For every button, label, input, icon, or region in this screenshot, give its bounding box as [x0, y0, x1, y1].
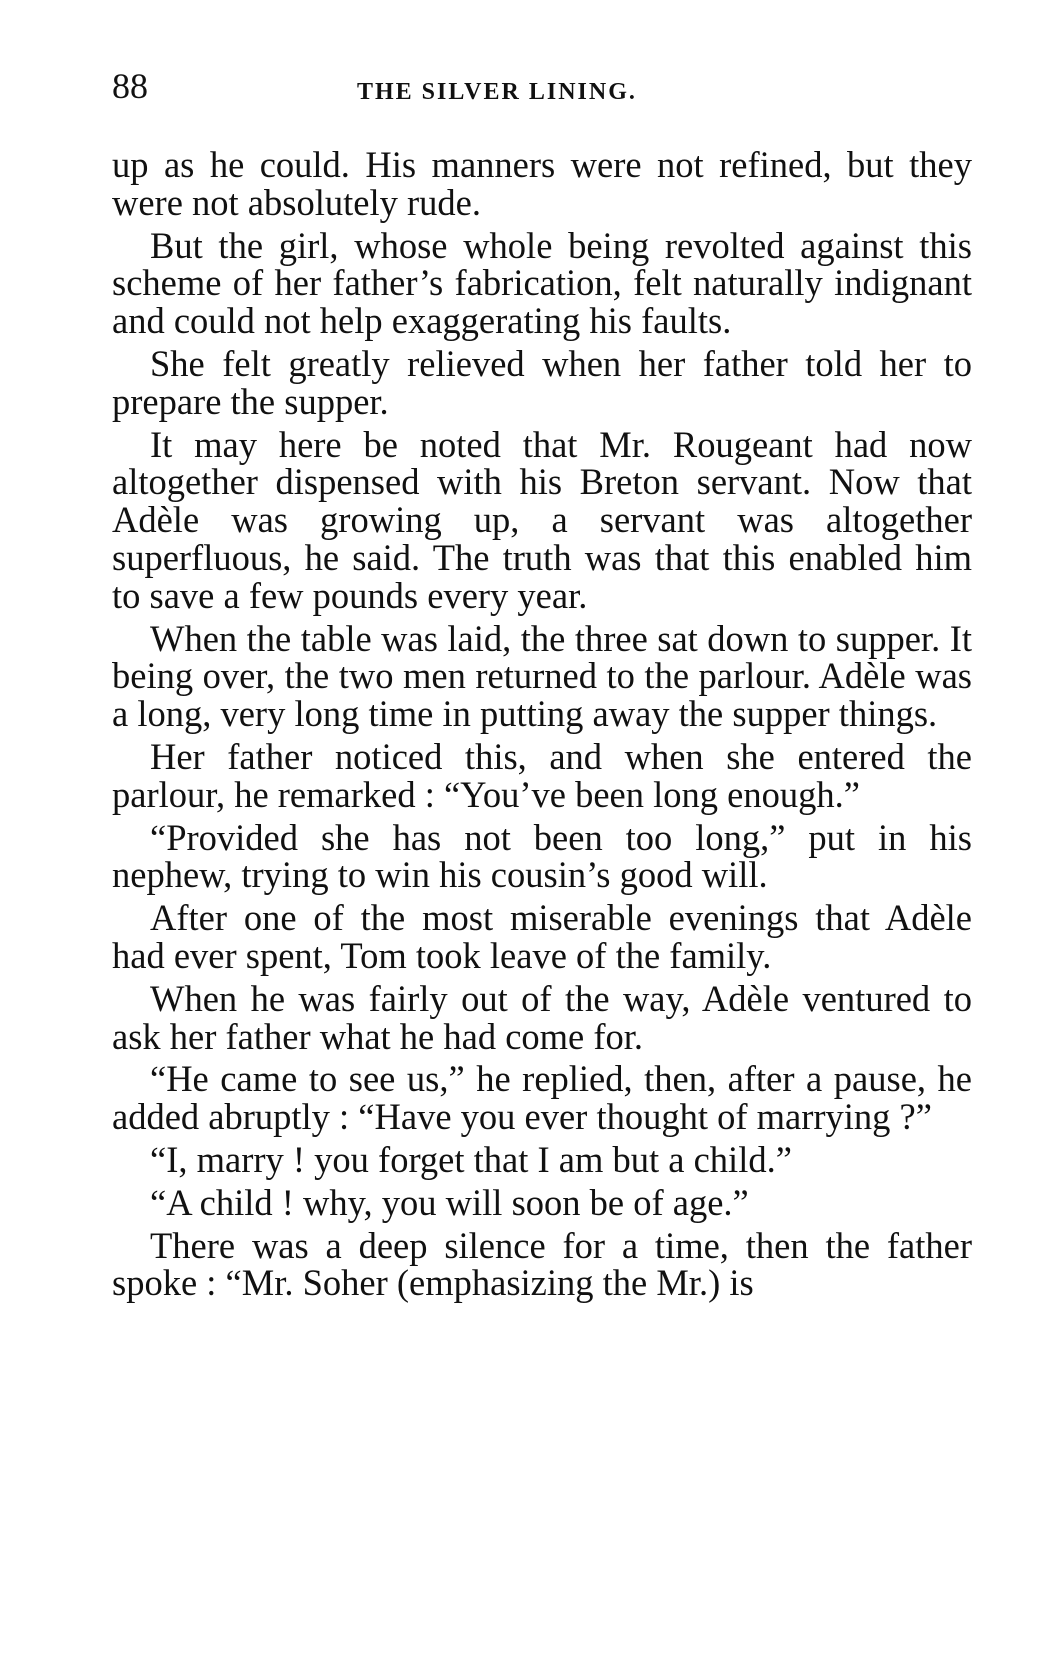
paragraph-3: She felt greatly relieved when her father told her to prepare the supper.: [112, 342, 972, 422]
page-number: 88: [112, 66, 148, 106]
page-header: [112, 66, 972, 116]
running-title: THE SILVER LINING.: [357, 79, 637, 105]
paragraph-10: “He came to see us,” he replied, then, after a pause, he added abruptly : “Have you ever thought of marrying ?”: [112, 1058, 972, 1138]
paragraph-2: But the girl, whose whole being revolted against this scheme of her father’s fabrication, felt naturally indignant and could not help exaggerating his faults.: [112, 224, 972, 342]
paragraph-4: It may here be noted that Mr. Rougeant had now altogether dispensed with his Breton servant. Now that Adèle was growing up, a servant was altogether superfluous, he said. The truth was that this enabled him to save a few pounds every year.: [112, 423, 972, 616]
paragraph-13: There was a deep silence for a time, then the father spoke : “Mr. Soher (emphasizing the Mr.) is: [112, 1224, 972, 1304]
paragraph-7: “Provided she has not been too long,” put in his nephew, trying to win his cousin’s good will.: [112, 816, 972, 896]
paragraph-12: “A child ! why, you will soon be of age.”: [150, 1181, 749, 1223]
paragraph-8: After one of the most miserable evenings that Adèle had ever spent, Tom took leave of the family.: [112, 897, 972, 976]
paragraph-5: When the table was laid, the three sat down to supper. It being over, the two men returned to the parlour. Adèle was a long, very long time in putting away the supper things.: [112, 617, 972, 735]
paragraph-1: up as he could. His manners were not refined, but they were not absolutely rude.: [112, 144, 972, 223]
paragraph-6: Her father noticed this, and when she entered the parlour, he remarked : “You’ve been long enough.”: [112, 735, 972, 815]
paragraph-9: When he was fairly out of the way, Adèle ventured to ask her father what he had come for.: [112, 977, 972, 1057]
paragraph-11: “I, marry ! you forget that I am but a child.”: [150, 1138, 792, 1180]
body-text: [112, 146, 972, 1307]
